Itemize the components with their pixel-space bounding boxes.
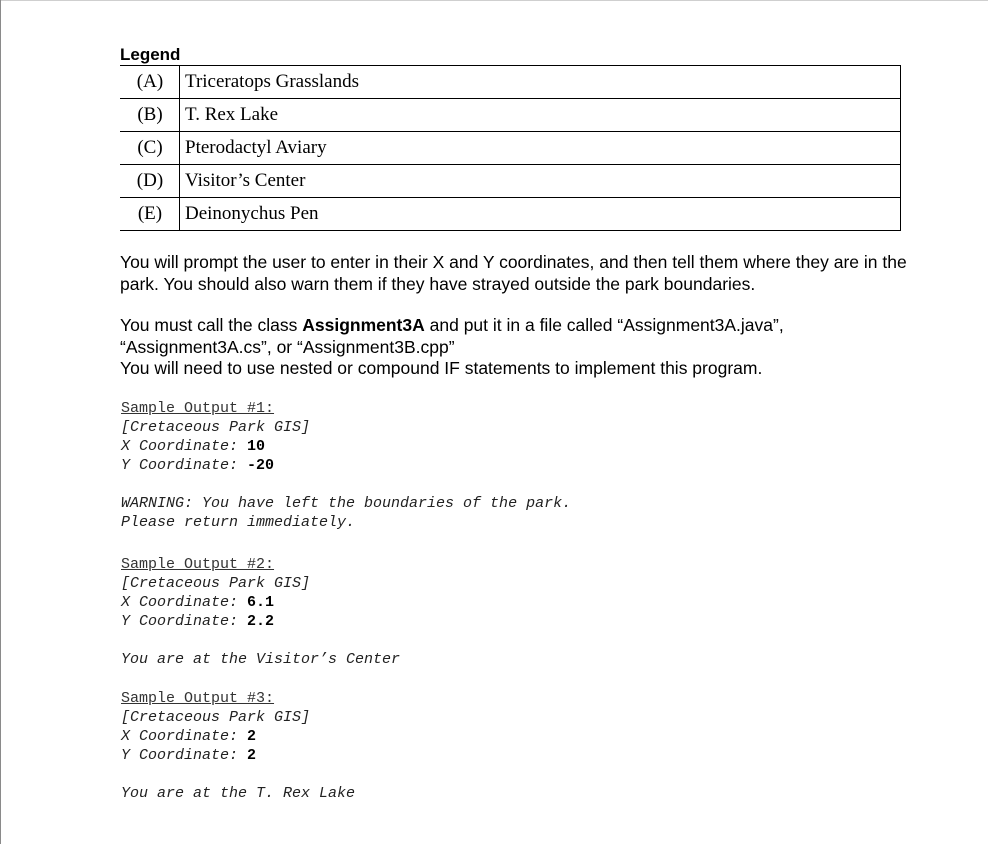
- legend-code: (B): [121, 99, 180, 132]
- legend-title: Legend: [120, 45, 181, 64]
- x-value: 6.1: [247, 594, 275, 611]
- y-label: Y Coordinate:: [121, 747, 248, 764]
- legend-row: [121, 132, 901, 165]
- x-value: 2: [247, 728, 257, 745]
- legend-name: Triceratops Grasslands: [180, 66, 901, 99]
- y-value: 2.2: [247, 613, 275, 630]
- sample-header: [Cretaceous Park GIS]: [121, 419, 311, 436]
- sample-heading: Sample Output #3:: [121, 690, 275, 707]
- sample-result: You are at the T. Rex Lake: [121, 785, 356, 802]
- x-value: 10: [247, 438, 266, 455]
- legend-table: [120, 65, 901, 231]
- sample-header: [Cretaceous Park GIS]: [121, 575, 311, 592]
- legend-code: (D): [121, 165, 180, 198]
- sample-heading: Sample Output #2:: [121, 556, 275, 573]
- sample-output-2: [121, 555, 400, 669]
- x-label: X Coordinate:: [121, 728, 248, 745]
- sample-output-3: [121, 689, 355, 803]
- y-label: Y Coordinate:: [121, 613, 248, 630]
- sample-header: [Cretaceous Park GIS]: [121, 709, 311, 726]
- legend-row: [121, 198, 901, 231]
- legend-name: Pterodactyl Aviary: [180, 132, 901, 165]
- instructions-text-cont: and put it in a file called “Assignment3A.java”, “Assignment3A.cs”, or “Assignment3B.cpp”: [120, 315, 784, 357]
- legend-code: (A): [121, 66, 180, 99]
- instructions-line2: You will need to use nested or compound IF statements to implement this program.: [120, 358, 763, 378]
- x-label: X Coordinate:: [121, 438, 248, 455]
- y-label: Y Coordinate:: [121, 457, 248, 474]
- legend-code: (C): [121, 132, 180, 165]
- class-name: Assignment3A: [302, 315, 425, 335]
- legend-row: [121, 66, 901, 99]
- legend-row: [121, 165, 901, 198]
- intro-paragraph: You will prompt the user to enter in their X and Y coordinates, and then tell them where they are in the park. You should also warn them if they have strayed outside the park boundaries.: [120, 252, 907, 294]
- sample-output-1: [121, 399, 571, 532]
- sample-heading: Sample Output #1:: [121, 400, 275, 417]
- legend-code: (E): [121, 198, 180, 231]
- sample-result-line2: Please return immediately.: [121, 514, 356, 531]
- instructions-text: You must call the class: [120, 315, 303, 335]
- x-label: X Coordinate:: [121, 594, 248, 611]
- legend-name: Visitor’s Center: [180, 165, 901, 198]
- legend-row: [121, 99, 901, 132]
- sample-result: WARNING: You have left the boundaries of the park.: [121, 495, 572, 512]
- y-value: 2: [247, 747, 257, 764]
- legend-name: Deinonychus Pen: [180, 198, 901, 231]
- sample-result: You are at the Visitor’s Center: [121, 651, 401, 668]
- y-value: -20: [247, 457, 275, 474]
- instructions-paragraph: [120, 315, 920, 380]
- legend-name: T. Rex Lake: [180, 99, 901, 132]
